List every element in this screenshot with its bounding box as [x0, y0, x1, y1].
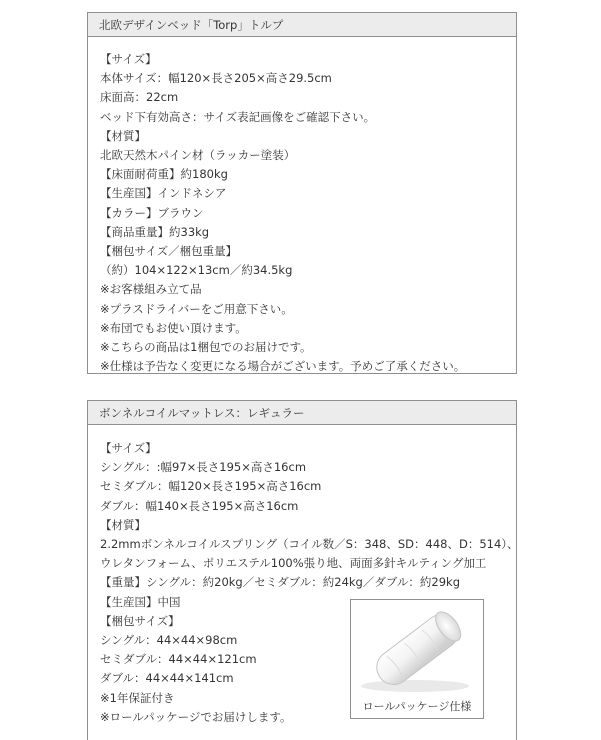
spec-line: 【カラー】ブラウン	[100, 205, 204, 220]
spec-line: セミダブル：幅120×長さ195×高さ16cm	[100, 479, 322, 494]
bed-spec-title: 北欧デザインベッド「Torp」トルプ	[88, 13, 516, 37]
spec-line: 【梱包サイズ／梱包重量】	[100, 244, 238, 259]
spec-line: 【重量】シングル：約20kg／セミダブル：約24kg／ダブル：約29kg	[100, 575, 460, 590]
spec-line: 【床面耐荷重】約180kg	[100, 167, 228, 182]
spec-line: 【梱包サイズ】	[100, 613, 180, 628]
spec-line: 【商品重量】約33kg	[100, 224, 210, 239]
spec-line: ダブル：幅140×長さ195×高さ16cm	[100, 498, 299, 513]
spec-line: 床面高：22cm	[100, 90, 179, 105]
bed-spec-body	[88, 37, 516, 376]
spec-line: 本体サイズ：幅120×長さ205×高さ29.5cm	[100, 71, 332, 86]
spec-line: シングル：:幅97×長さ195×高さ16cm	[100, 460, 307, 475]
spec-line: ※お客様組み立て品	[100, 282, 202, 297]
spec-line: 【生産国】中国	[100, 594, 181, 609]
spec-line: ※こちらの商品は1梱包でのお届けです。	[100, 340, 312, 355]
bed-spec-panel	[87, 12, 517, 374]
photo-caption: ロールパッケージ仕様	[362, 700, 472, 713]
spec-line: ※1年保証付き	[100, 690, 175, 705]
spec-line: ベッド下有効高さ：サイズ表記画像をご確認下さい。	[100, 109, 376, 124]
rolled-mattress-illustration	[351, 600, 483, 696]
spec-line: セミダブル：44×44×121cm	[100, 652, 257, 667]
spec-line: ※ロールパッケージでお届けします。	[100, 709, 292, 724]
spec-line: ウレタンフォーム、ポリエステル100%張り地、両面多針キルティング加工	[100, 556, 487, 571]
mattress-spec-title: ボンネルコイルマットレス：レギュラー	[88, 401, 516, 425]
spec-line: 北欧天然木パイン材（ラッカー塗装）	[100, 148, 296, 163]
spec-line: （約）104×122×13cm／約34.5kg	[100, 263, 293, 278]
spec-line: 【材質】	[100, 128, 146, 143]
spec-line: 【材質】	[100, 517, 146, 532]
spec-line: ダブル：44×44×141cm	[100, 671, 234, 686]
spec-line: 2.2mmボンネルコイルスプリング（コイル数／S：348、SD：448、D：514）、	[100, 537, 519, 552]
spec-line: シングル：44×44×98cm	[100, 633, 238, 648]
spec-line: 【サイズ】	[100, 441, 157, 455]
spec-line: 【生産国】インドネシア	[100, 186, 227, 201]
spec-line: ※プラスドライバーをご用意下さい。	[100, 301, 293, 316]
spec-line: ※仕様は予告なく変更になる場合がございます。予めご了承ください。	[100, 359, 466, 374]
spec-line: ※布団でもお使い頂けます。	[100, 320, 247, 335]
spec-line: 【サイズ】	[100, 52, 157, 66]
roll-package-photo	[350, 599, 484, 719]
